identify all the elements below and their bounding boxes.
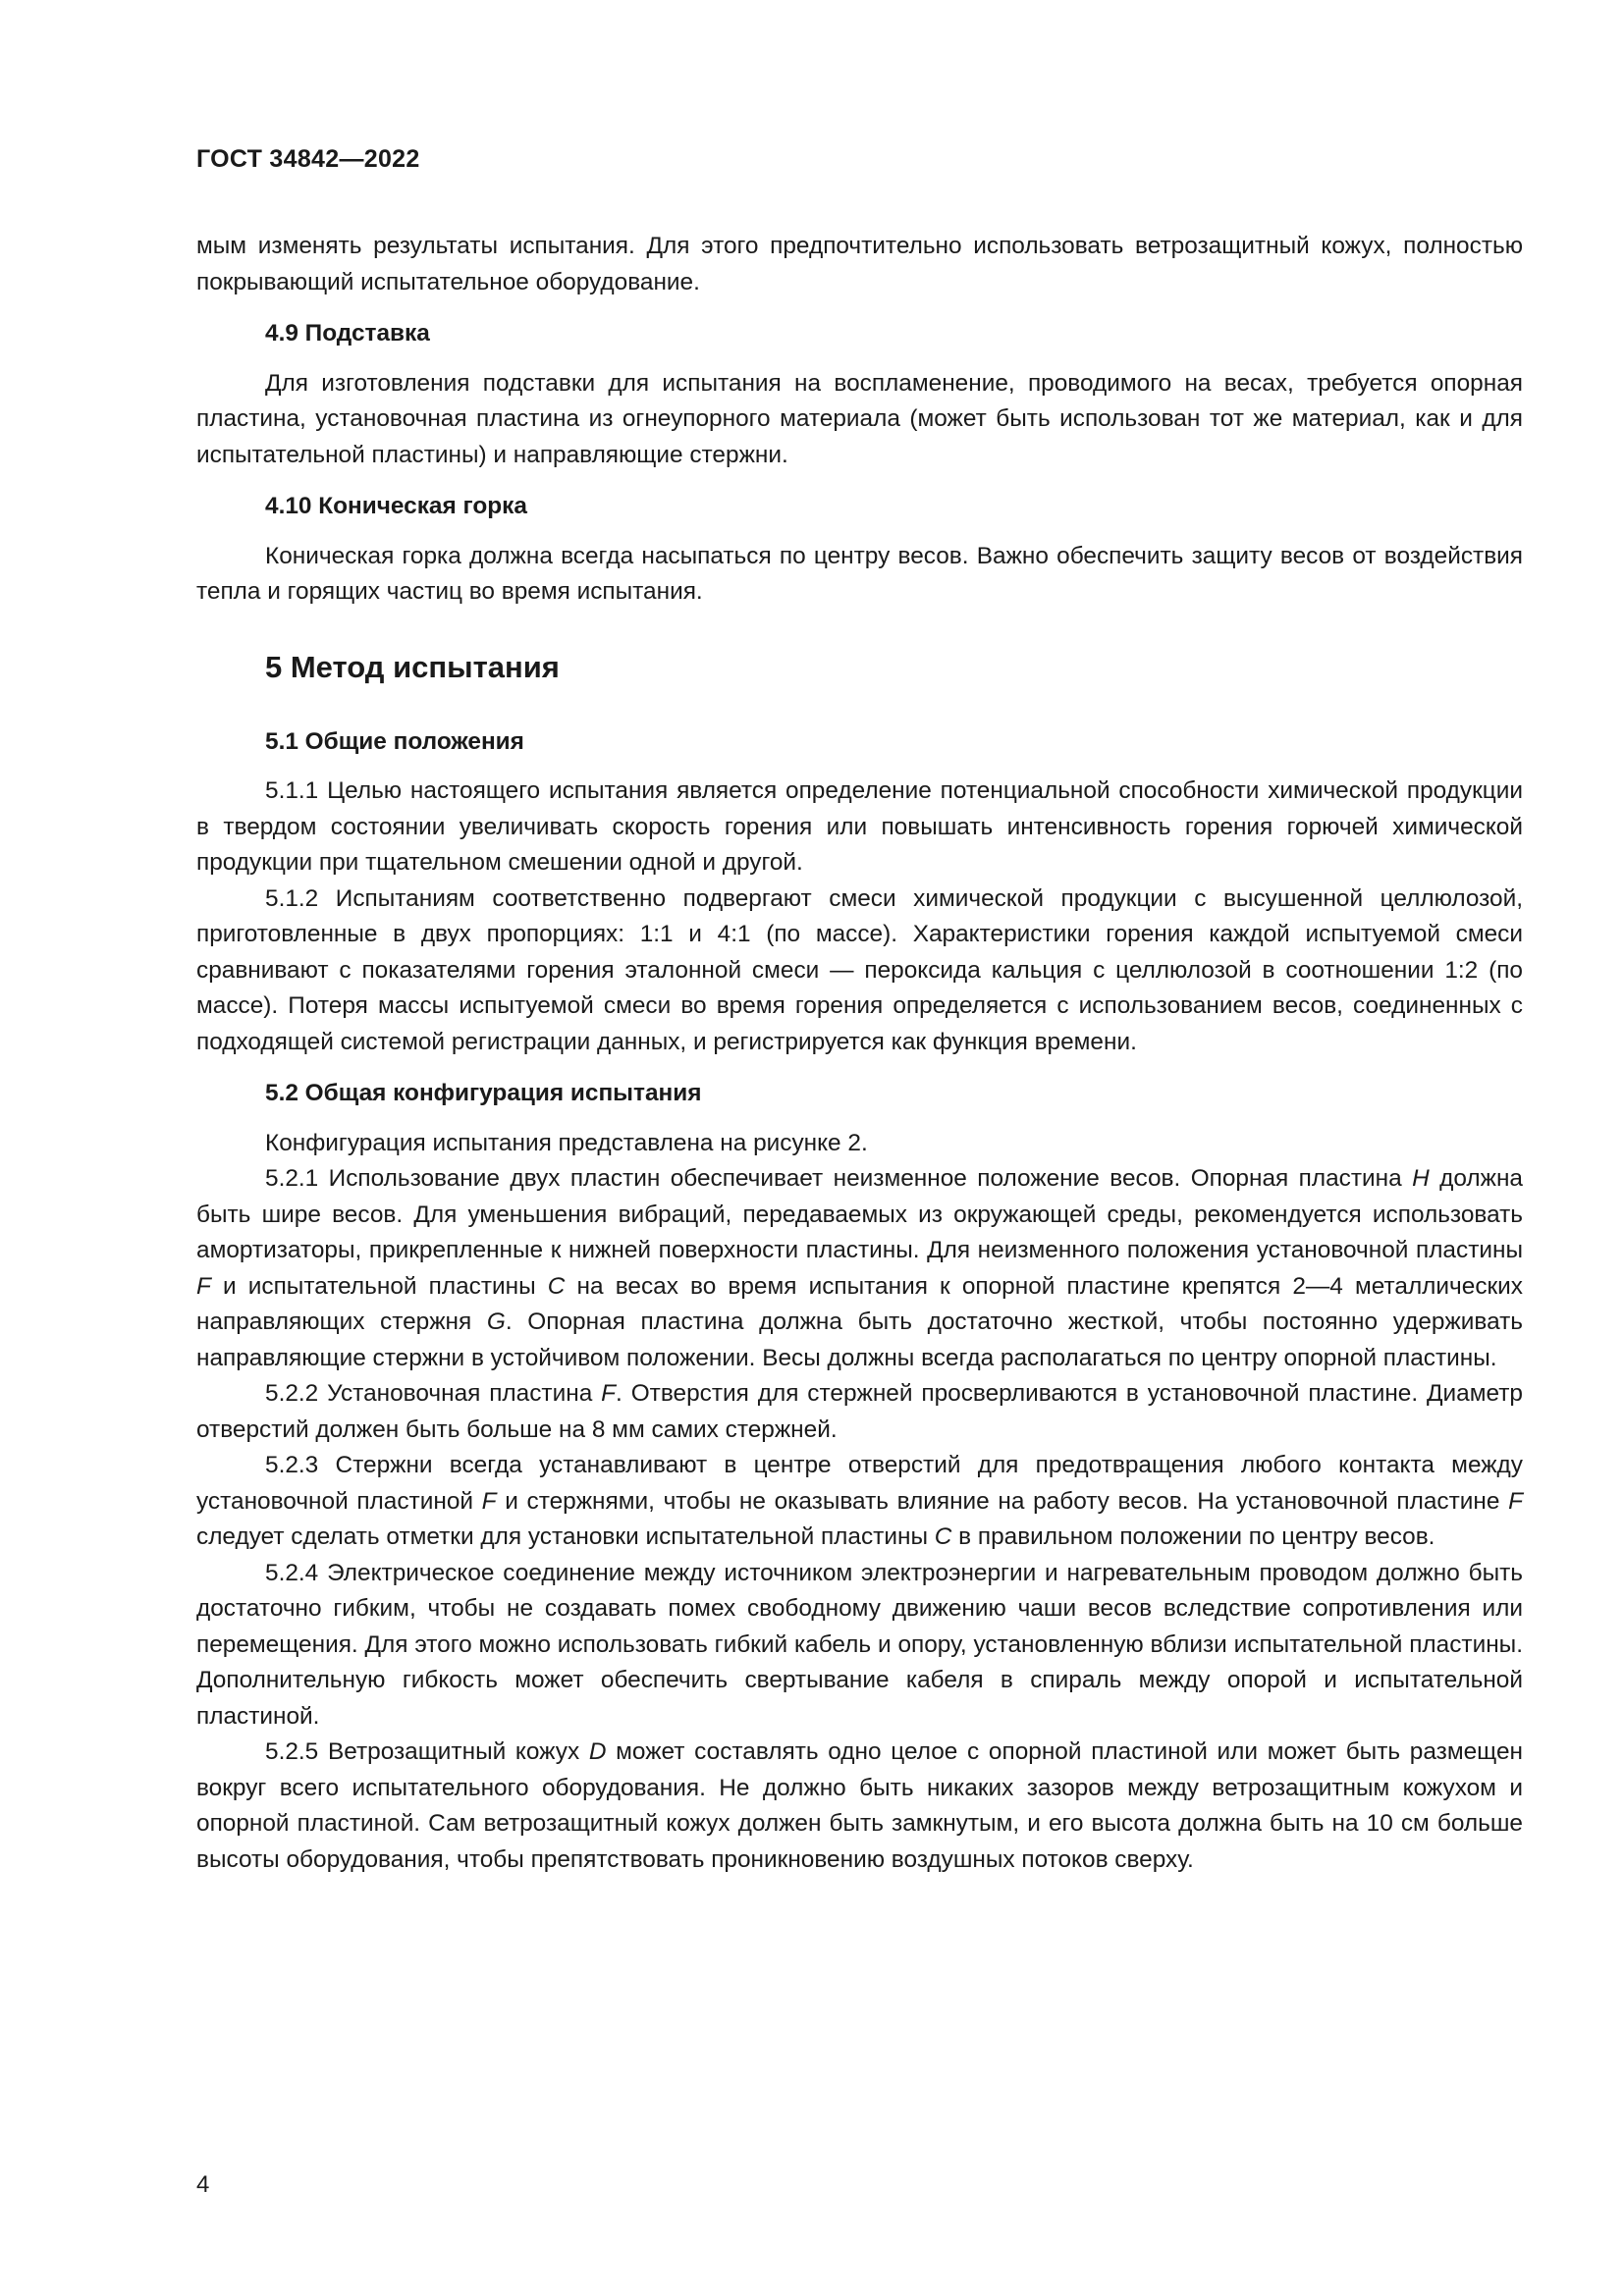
text-run: и испытательной пластины bbox=[210, 1272, 548, 1300]
designation-letter: F bbox=[601, 1380, 617, 1407]
text-run: следует сделать отметки для установки испытательной пластины bbox=[196, 1523, 935, 1550]
section-5-2-heading: 5.2 Общая конфигурация испытания bbox=[265, 1080, 702, 1106]
paragraph-5-1-1: 5.1.1 Целью настоящего испытания является определение потенциальной способности химической продукции в твердом состоянии увеличивать скорость горения или повышать интенсивность горения горючей химической продукции при тщательном смешении одной и другой. bbox=[196, 777, 1523, 876]
document-code-header: ГОСТ 34842—2022 bbox=[196, 145, 420, 173]
paragraph-5-2-2 bbox=[196, 1376, 1523, 1448]
text-run: в правильном положении по центру весов. bbox=[951, 1523, 1435, 1550]
section-5-2-intro: Конфигурация испытания представлена на рисунке 2. bbox=[265, 1129, 868, 1156]
continuation-paragraph: мым изменять результаты испытания. Для этого предпочтительно использовать ветрозащитный кожух, полностью покрывающий испытательное оборудование. bbox=[196, 233, 1523, 295]
section-5-heading: 5 Метод испытания bbox=[265, 649, 560, 684]
designation-letter: F bbox=[1508, 1487, 1523, 1515]
text-run: 5.2.3 Стержни всегда устанавливают в центре отверстий для предотвращения любого контакта между установочной пластиной bbox=[196, 1452, 1523, 1515]
text-run: 5.2.5 Ветрозащитный кожух bbox=[265, 1738, 589, 1765]
designation-letter: D bbox=[588, 1738, 607, 1765]
designation-letter: F bbox=[196, 1272, 211, 1300]
paragraph-5-1-2: 5.1.2 Испытаниям соответственно подвергают смеси химической продукции с высушенной целлюлозой, приготовленные в двух пропорциях: 1:1 и 4:1 (по массе). Характеристики горения каждой испытуемой смеси сравнивают с показателями горения эталонной смеси — пероксида кальция с целлюлозой в соотношении 1:2 (по массе). Потеря массы испытуемой смеси во время горения определяется с использованием весов, соединенных с подходящей системой регистрации данных, и регистрируется как функция времени. bbox=[196, 884, 1523, 1055]
text-run: должна быть шире весов. Для уменьшения вибраций, передаваемых из окружающей среды, рекомендуется использовать амортизаторы, прикрепленные к нижней поверхности пластины. Для неизменного положения установочной пластины bbox=[196, 1165, 1523, 1263]
section-5-1-heading: 5.1 Общие положения bbox=[265, 727, 524, 755]
section-4-9-paragraph: Для изготовления подставки для испытания на воспламенение, проводимого на весах, требуется опорная пластина, установочная пластина из огнеупорного материала (может быть использован тот же материал, как и для испытательной пластины) и направляющие стержни. bbox=[196, 369, 1523, 468]
document-page bbox=[196, 145, 1523, 1878]
text-run: может составлять одно целое с опорной пластиной или может быть размещен вокруг всего испытательного оборудования. Не должно быть никаких зазоров между ветрозащитным кожухом и опорной пластиной. Сам ветрозащитный кожух должен быть замкнутым, и его высота должна быть на 10 см больше высоты оборудования, чтобы препятствовать проникновению воздушных потоков сверху. bbox=[196, 1738, 1523, 1873]
section-4-9-heading: 4.9 Подставка bbox=[265, 320, 430, 347]
designation-letter: G bbox=[486, 1308, 506, 1335]
text-run: . Опорная пластина должна быть достаточно жесткой, чтобы постоянно удерживать направляющие стержни в устойчивом положении. Весы должны всегда располагаться по центру опорной пластины. bbox=[196, 1308, 1523, 1371]
page-number: 4 bbox=[196, 2171, 210, 2198]
text-run: и стержнями, чтобы не оказывать влияние на работу весов. На установочной пластине bbox=[496, 1487, 1509, 1515]
paragraph-5-2-5 bbox=[196, 1735, 1523, 1878]
paragraph-5-2-3 bbox=[196, 1448, 1523, 1556]
designation-letter: C bbox=[547, 1272, 566, 1300]
text-run: . Отверстия для стержней просверливаются в установочной пластине. Диаметр отверстий должен быть больше на 8 мм самих стержней. bbox=[196, 1380, 1523, 1443]
section-4-10-heading: 4.10 Коническая горка bbox=[265, 493, 527, 519]
text-run: 5.2.1 Использование двух пластин обеспечивает неизменное положение весов. Опорная пластина bbox=[265, 1165, 1413, 1192]
section-4-10-paragraph: Коническая горка должна всегда насыпаться по центру весов. Важно обеспечить защиту весов от воздействия тепла и горящих частиц во время испытания. bbox=[196, 542, 1523, 605]
text-run: на весах во время испытания к опорной пластине крепятся 2—4 металлических направляющих стержня bbox=[196, 1272, 1524, 1335]
paragraph-5-2-4: 5.2.4 Электрическое соединение между источником электроэнергии и нагревательным проводом должно быть достаточно гибким, чтобы не создавать помех свободному движению чаши весов вследствие сопротивления или перемещения. Для этого можно использовать гибкий кабель и опору, установленную вблизи испытательной пластины. Дополнительную гибкость может обеспечить свертывание кабеля в спираль между опорой и испытательной пластиной. bbox=[196, 1559, 1523, 1730]
text-run: 5.2.2 Установочная пластина bbox=[265, 1380, 602, 1407]
designation-letter: F bbox=[481, 1487, 497, 1515]
designation-letter: H bbox=[1412, 1165, 1430, 1192]
paragraph-5-2-1 bbox=[196, 1161, 1523, 1376]
designation-letter: C bbox=[934, 1523, 952, 1550]
